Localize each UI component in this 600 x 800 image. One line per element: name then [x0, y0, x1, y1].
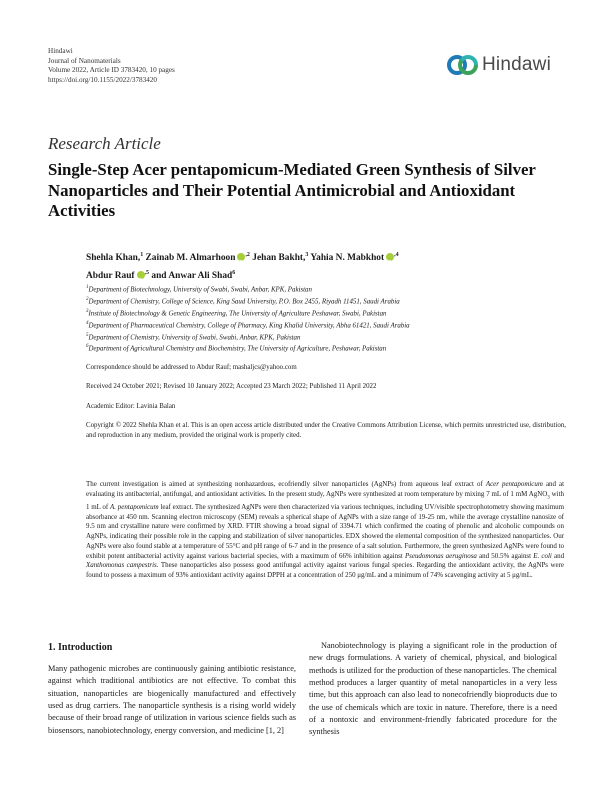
publication-dates: Received 24 October 2021; Revised 10 January 2022; Accepted 23 March 2022; Published 11 April 2022: [86, 383, 377, 390]
affiliation-num: 4: [86, 320, 89, 326]
affiliation-item: [86, 307, 566, 319]
affiliations: [86, 283, 566, 354]
affiliation-text: Institute of Biotechnology & Genetic Engineering, The University of Agriculture Peshawar, Swabi, Pakistan: [88, 310, 387, 318]
author-name: and Anwar Ali Shad: [151, 271, 233, 282]
affiliation-text: Department of Pharmaceutical Chemistry, College of Pharmacy, King Khalid University, Abha 61421, Saudi Arabia: [88, 321, 410, 329]
affiliation-text: Department of Chemistry, University of Swabi, Swabi, Anbar, KPK, Pakistan: [88, 333, 301, 341]
section-heading: 1. Introduction: [48, 642, 113, 653]
affiliation-num: 2: [86, 296, 89, 302]
affiliation-item: [86, 331, 566, 343]
author-sup: 6: [232, 270, 236, 277]
correspondence: Correspondence should be addressed to Abdur Rauf; mashaljcs@yahoo.com: [86, 364, 297, 371]
author-name: Shehla Khan,: [86, 253, 141, 264]
doi-link[interactable]: https://doi.org/10.1155/2022/3783420: [48, 75, 158, 84]
article-title: Single-Step Acer pentapomicum-Mediated Green Synthesis of Silver Nanoparticles and Their Potential Antimicrobial and Antioxidant Activities: [48, 160, 536, 220]
author-sup: 1: [140, 252, 144, 258]
hindawi-logo[interactable]: [447, 51, 557, 79]
logo-text: Hindawi: [482, 54, 551, 75]
journal-name: Journal of Nanomaterials: [48, 56, 121, 65]
affiliation-item: [86, 283, 566, 295]
author-sup: 3: [305, 252, 309, 258]
publisher-name: Hindawi: [48, 47, 73, 55]
orcid-icon[interactable]: [386, 253, 394, 261]
orcid-icon[interactable]: [237, 253, 245, 261]
abstract: [86, 480, 564, 581]
intro-left-column: [48, 663, 296, 737]
author-name: Yahia N. Mabkhot: [310, 253, 385, 264]
journal-meta: [48, 47, 175, 85]
abstract-text: The current investigation is aimed at synthesizing nonhazardous, ecofriendly silver nanoparticles (AgNPs) from aqueous leaf extract of Acer pentapomicum and at evaluating its antibacterial, antifungal, and antioxidant activities. In the present study, AgNPs were synthesized at room temperature by mixing 7 mL of 1 mM AgNO$_3$ with 1 mL of A. pentapomicum leaf extract. The synthesized AgNPs were then characterized via various techniques, including UV/visible spectrophotometry showing maximum absorbance at 450 nm. Scanning electron microscopy (SEM) reveals a spherical shape of AgNPs with a size range of 19-25 nm, while the average crystalline nanosize of 9.5 nm and crystalline nature were confirmed by XRD. FTIR showing a broad signal of 3394.71 which confirmed the coating of phenolic and alcoholic compounds on AgNPs, indicating their possible role in the capping and stabilization of silver nanoparticles. EDX showed the elemental composition of the synthesized nanoparticles. Our AgNPs were also found stable at a temperature of 55°C and pH range of 6-7 and in the presence of a salt solution. Furthermore, the green synthesized AgNPs were found to exhibit potent antibacterial activity against various bacterial species, with a maximum of 66% inhibition against Pseudomonas aeruginosa and 50.5% against E. coli and Xanthomonas campestris. These nanoparticles also possess good antifungal activity against various fungal species. Regarding the antioxidant activity, the AgNPs were found to possess a maximum of 93% antioxidant activity against DPPH at a concentration of 250 μg/mL and a minimum of 74% scavenging activity at 5 μg/mL.: [86, 480, 565, 580]
affiliation-num: 6: [86, 344, 89, 350]
author-sup: ,2: [245, 252, 250, 258]
affiliation-text: Department of Chemistry, College of Science, King Saud University, P.O. Box 2455, Riyadh 11451, Saudi Arabia: [88, 298, 400, 306]
article-type: Research Article: [48, 134, 161, 153]
affiliation-num: 5: [86, 332, 89, 338]
author-list: [86, 248, 556, 284]
volume-line: Volume 2022, Article ID 3783420, 10 pages: [48, 66, 175, 75]
orcid-icon[interactable]: [137, 271, 145, 279]
affiliation-item: [86, 295, 566, 307]
hindawi-logo-icon: [447, 51, 479, 79]
author-name: Zainab M. Almarhoon: [145, 253, 236, 264]
academic-editor: Academic Editor: Lavinia Balan: [86, 403, 176, 410]
affiliation-item: [86, 342, 566, 354]
author-sup: ,5: [144, 270, 150, 277]
author-name: Jehan Bakht,: [252, 253, 306, 264]
affiliation-num: 3: [86, 308, 89, 314]
affiliation-text: Department of Agricultural Chemistry and Biochemistry, The University of Agriculture, Peshawar, Pakistan: [88, 345, 387, 353]
intro-paragraph: Nanobiotechnology is playing a significant role in the production of new drugs formulations. A variety of chemical, physical, and biological methods is utilized for the production of these nanoparticles. The chemical method produces a larger quantity of metal nanoparticles in a very less time, but this approach can also lead to nonecofriendly bioproducts due to the use of chemicals which are toxic in nature. Therefore, there is a need of a nontoxic and environment-friendly fabricated procedure for the synthesis: [309, 641, 557, 737]
affiliation-text: Department of Biotechnology, University of Swabi, Swabi, Anbar, KPK, Pakistan: [88, 286, 312, 294]
author-sup: ,4: [394, 252, 399, 258]
affiliation-num: 1: [86, 285, 89, 290]
author-name: Abdur Rauf: [86, 271, 135, 282]
affiliation-item: [86, 319, 566, 331]
copyright-notice: Copyright © 2022 Shehla Khan et al. This is an open access article distributed under the Creative Commons Attribution License, which permits unrestricted use, distribution, and reproduction in any medium, provided the original work is properly cited.: [86, 422, 566, 439]
intro-paragraph: Many pathogenic microbes are continuously gaining antibiotic resistance, against which traditional antibiotics are not effective. To combat this situation, nanoparticles are biogenically manufactured and effectively used as drug carriers. The nanoparticle synthesis is a rising world widely because of their broad range of utilization in various science fields such as biosensors, nanobiotechnology, energy conversion, and medicine [1, 2]: [48, 664, 296, 735]
intro-right-column: [309, 640, 557, 739]
